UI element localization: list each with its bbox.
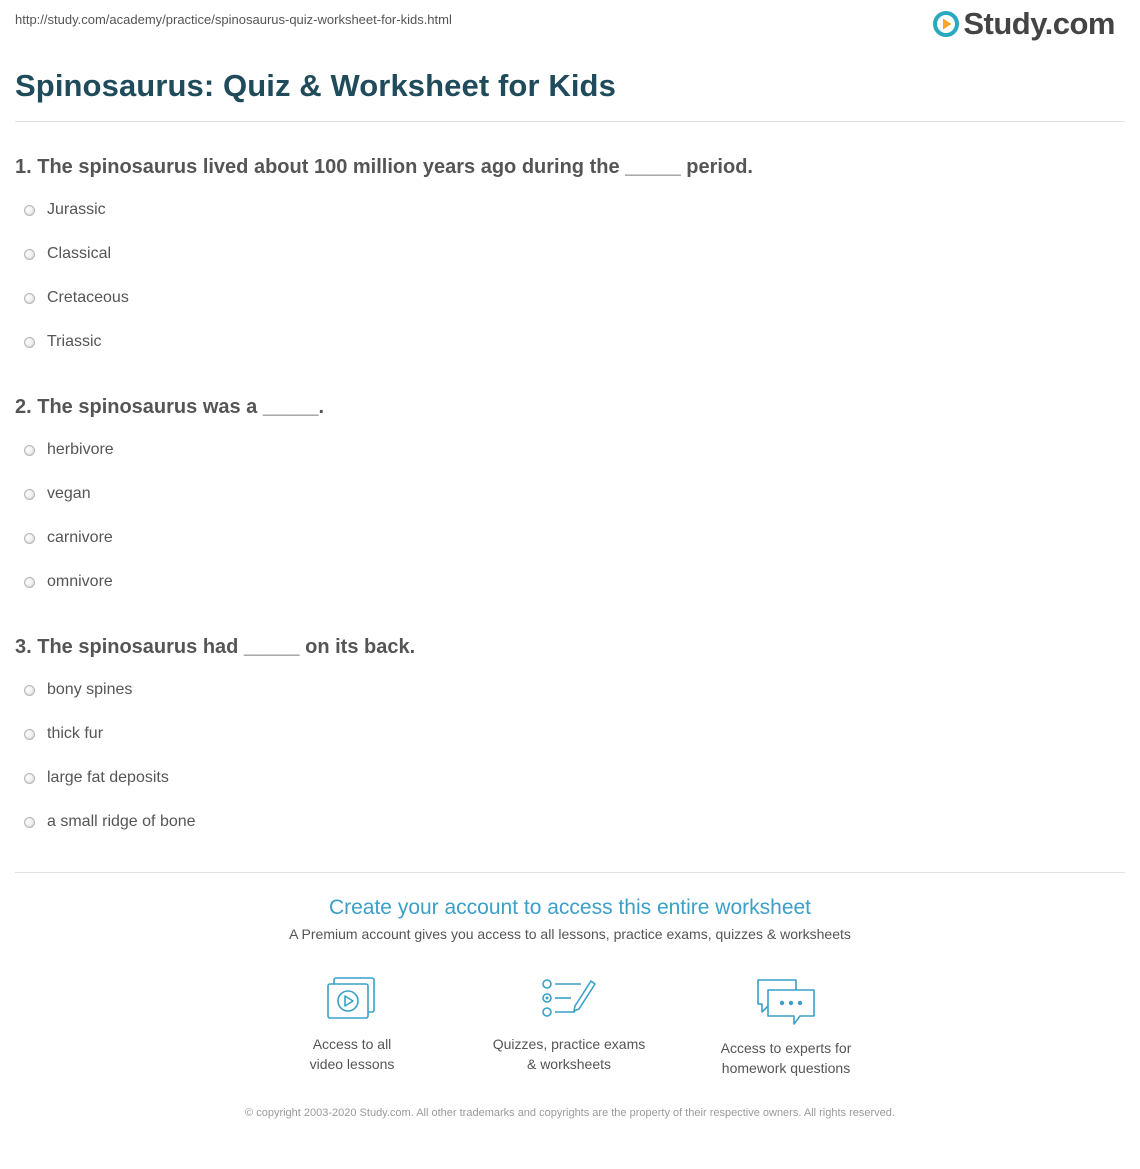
option-label: bony spines [47,681,133,698]
page-title: Spinosaurus: Quiz & Worksheet for Kids [15,68,616,103]
radio-button[interactable] [24,773,35,784]
question-3-option-1[interactable] [24,680,132,700]
option-label: Jurassic [47,201,106,218]
copyright-footer [0,1105,1140,1122]
feature-label-line1: Quizzes, practice exams [492,1036,646,1052]
question-2 [15,393,1115,590]
feature-video-lessons [252,976,452,1074]
question-1-text: 1. The spinosaurus lived about 100 million years ago during the _____ period. [15,156,753,178]
option-label: large fat deposits [47,769,169,786]
create-account-link[interactable]: Create your account to access this entire worksheet [328,896,812,919]
question-1-option-2[interactable] [24,244,111,264]
radio-button[interactable] [24,729,35,740]
option-label: herbivore [47,441,114,458]
feature-experts [686,976,886,1078]
question-3-text: 3. The spinosaurus had _____ on its back. [15,636,416,658]
option-label: carnivore [47,529,113,546]
play-logo-icon [933,11,959,37]
option-label: Cretaceous [47,289,129,306]
question-2-option-2[interactable] [24,484,91,504]
question-2-text: 2. The spinosaurus was a _____. [15,396,325,418]
feature-label-line2: & worksheets [526,1056,612,1072]
cta-subtitle: A Premium account gives you access to all lessons, practice exams, quizzes & worksheets [289,926,851,942]
question-1-option-1[interactable] [24,200,106,220]
radio-button[interactable] [24,685,35,696]
question-1 [15,153,1115,350]
radio-button[interactable] [24,337,35,348]
question-1-option-4[interactable] [24,332,102,352]
question-2-option-1[interactable] [24,440,114,460]
study-logo[interactable] [933,6,1115,42]
quiz-checklist-icon [541,976,597,1022]
feature-label-line2: homework questions [721,1060,851,1076]
radio-button[interactable] [24,489,35,500]
option-label: Triassic [47,333,102,350]
radio-button[interactable] [24,533,35,544]
question-2-option-3[interactable] [24,528,113,548]
option-label: omnivore [47,573,113,590]
question-3-option-4[interactable] [24,812,196,832]
question-3 [15,633,1115,830]
feature-label-line1: Access to experts for [720,1040,852,1056]
feature-label-line1: Access to all [312,1036,392,1052]
radio-button[interactable] [24,249,35,260]
chat-bubbles-icon [754,976,818,1026]
question-3-option-2[interactable] [24,724,103,744]
radio-button[interactable] [24,445,35,456]
page-url: http://study.com/academy/practice/spinosaurus-quiz-worksheet-for-kids.html [15,12,452,27]
question-1-option-3[interactable] [24,288,129,308]
cta-divider [15,872,1125,873]
option-label: thick fur [47,725,104,742]
radio-button[interactable] [24,205,35,216]
option-label: a small ridge of bone [47,813,196,830]
question-2-option-4[interactable] [24,572,113,592]
radio-button[interactable] [24,293,35,304]
question-3-option-3[interactable] [24,768,169,788]
video-lessons-icon [326,976,378,1022]
feature-label-line2: video lessons [309,1056,395,1072]
radio-button[interactable] [24,817,35,828]
feature-quizzes [469,976,669,1074]
copyright-text: © copyright 2003-2020 Study.com. All other trademarks and copyrights are the property of their respective owners. All rights reserved. [245,1107,895,1119]
option-label: vegan [47,485,91,502]
radio-button[interactable] [24,577,35,588]
logo-text: Study.com [963,6,1115,41]
option-label: Classical [47,245,112,262]
title-divider [15,121,1125,122]
